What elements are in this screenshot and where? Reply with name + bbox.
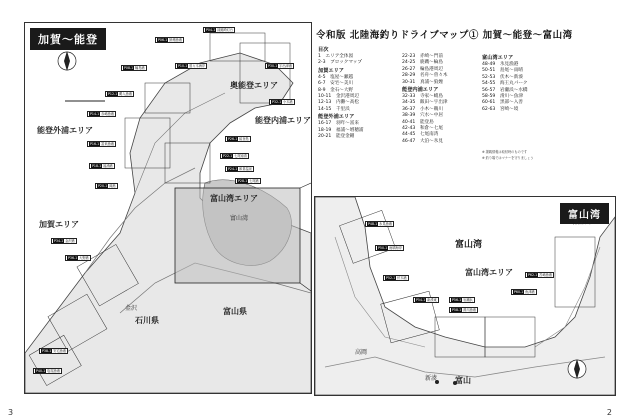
toc-row: 62-63 宮崎〜境 xyxy=(482,106,519,112)
spot-label: P58-1 滑川漁港 xyxy=(449,307,478,313)
toc-row: 58-59 滑川〜魚津 xyxy=(482,94,523,100)
toc-row: 30-31 真浦〜狼煙 xyxy=(402,79,443,85)
toc-row: 24-25 鹿磯〜輪島 xyxy=(402,60,443,66)
toc-row: 16-17 羽咋〜富来 xyxy=(318,121,359,127)
toc-row: 42-43 和倉〜七尾 xyxy=(402,126,443,132)
toc-row: 34-35 飯田〜宇出津 xyxy=(402,100,448,106)
spot-label: P56-1 岩瀬浜 xyxy=(449,297,475,303)
toc-row: 32-33 寺家〜蛸島 xyxy=(402,94,443,100)
toc-section-heading: 能登内浦エリア xyxy=(402,87,439,94)
note: ※ 掲載情報は取材時のものです xyxy=(482,150,528,154)
spot-label: P48-1 氷見漁港 xyxy=(365,221,394,227)
toc-section-heading: 能登外浦エリア xyxy=(318,114,355,121)
toc-row: 40-41 能登島 xyxy=(402,119,434,125)
toc-row: 50-51 島尾〜雨晴 xyxy=(482,68,523,74)
spot-label: P38-1 安宅漁港 xyxy=(39,348,68,354)
toc-row: 6-7 安宅〜美川 xyxy=(318,81,354,87)
toyama-bay-map xyxy=(314,196,616,396)
label-ishikawa: 石川県 xyxy=(135,316,159,325)
toc-section-heading: 富山湾エリア xyxy=(482,55,514,61)
label-kaga: 加賀エリア xyxy=(39,220,79,229)
label-toyama-bay: 富山湾 xyxy=(230,215,249,222)
label-toyama-area: 富山湾エリア xyxy=(210,194,258,203)
toc-row: 18-19 福浦〜増穂浦 xyxy=(318,127,364,133)
spot-label: P22-1 七尾南湾 xyxy=(220,153,249,159)
toc-column-3 xyxy=(482,54,528,113)
spot-label: P52-1 伏木港 xyxy=(383,275,409,281)
toc-row: 52-53 伏木〜新湊 xyxy=(482,74,523,80)
left-page-title: 加賀〜能登 xyxy=(30,28,106,50)
spot-label: P30-1 宇出津港 xyxy=(265,63,294,69)
spot-label: P26-1 能登島 xyxy=(225,136,251,142)
toc-row: 54-55 海王丸パーク xyxy=(482,81,528,87)
toc-row: 26-27 輪島港周辺 xyxy=(402,66,443,72)
spot-label: P10-1 曽々木海岸 xyxy=(175,63,207,69)
spot-label: P60-1 魚津港 xyxy=(511,289,537,295)
toc-title: 令和版 北陸海釣りドライブマップ① 加賀〜能登〜富山湾 xyxy=(316,30,573,41)
right-map-title: 富山湾 xyxy=(560,203,609,224)
toc-column-2 xyxy=(402,54,448,145)
toc-row: 2-3 ブロックマップ xyxy=(318,60,362,66)
label-toyama-city: 富山 xyxy=(455,376,471,385)
toc-row: 22-23 赤崎〜門前 xyxy=(402,54,443,59)
spot-label: P04-1 禄剛埼灯台 xyxy=(203,27,235,33)
toc-row: 56-57 岩瀬浜〜水橋 xyxy=(482,87,528,93)
toc-row: 10-11 金沢港周辺 xyxy=(318,94,359,100)
spot-label: P54-1 新湊東 xyxy=(413,297,439,303)
toc-row: 4-5 塩屋〜瀬越 xyxy=(318,74,354,80)
label-toyama-pref: 富山県 xyxy=(223,307,247,316)
spot-label: P36-1 大野港 xyxy=(65,255,91,261)
label-kanazawa: 金沢 xyxy=(125,305,138,312)
page-number-right: 2 xyxy=(606,408,612,417)
spot-label: P08-1 輪島港 xyxy=(121,65,147,71)
toc-row: 46-47 大泊〜氷見 xyxy=(402,138,443,144)
page-number-left: 3 xyxy=(8,408,14,417)
toc-row: 20-21 能登金剛 xyxy=(318,134,355,140)
toc-row: 12-13 内灘〜高松 xyxy=(318,100,359,106)
toc-row: 38-39 穴水〜中居 xyxy=(402,113,443,119)
spot-label: P32-1 小木港 xyxy=(269,99,295,105)
label-kurobe: 黒部川 xyxy=(573,219,592,226)
toc-row: 60-61 黒部〜入善 xyxy=(482,100,523,106)
spot-label: P14-1 赤崎漁港 xyxy=(87,111,116,117)
label-noto-inner: 能登内浦エリア xyxy=(255,116,311,125)
toyama-bay-map-art xyxy=(315,197,615,395)
label-noto-outer: 能登外浦エリア xyxy=(37,126,93,135)
right-page xyxy=(310,0,620,420)
spot-label: P20-1 滝港 xyxy=(95,183,118,189)
spot-label: P50-1 雨晴海岸 xyxy=(375,245,404,251)
spot-label: P12-1 鵜入漁港 xyxy=(105,91,134,97)
note: ※ 釣り場ではマナーを守りましょう xyxy=(482,156,534,160)
toc-column-1 xyxy=(318,46,364,140)
spot-label: P18-1 福浦港 xyxy=(89,163,115,169)
toc-row: 14-15 千里浜 xyxy=(318,106,350,112)
label-toyama-area-right: 富山湾エリア xyxy=(465,268,513,277)
spot-label: P06-1 狼煙漁港 xyxy=(155,37,184,43)
spot-label: P24-1 和倉温泉 xyxy=(225,166,254,172)
spot-label: P62-1 宮崎漁港 xyxy=(525,272,554,278)
toc-row: 36-37 小木〜鵜川 xyxy=(402,106,443,112)
toc-row: 1 エリア全体図 xyxy=(318,54,354,59)
spot-label: P16-1 富来漁港 xyxy=(87,141,116,147)
overview-map-art xyxy=(25,23,311,393)
toc-row: 8-9 金石〜大野 xyxy=(318,87,354,93)
label-toyama-bay-right: 富山湾 xyxy=(455,240,483,250)
toc-section-heading: 加賀エリア xyxy=(318,67,344,74)
label-shinminato: 新湊 xyxy=(425,375,438,382)
toc-row: 48-49 氷見漁港 xyxy=(482,62,519,67)
toc-heading: 目次 xyxy=(318,47,329,53)
toc-row: 28-29 名舟〜曽々木 xyxy=(402,73,448,79)
label-okunoto: 奥能登エリア xyxy=(230,81,278,90)
toc-row: 44-45 七尾南湾 xyxy=(402,132,439,138)
spot-label: P40-1 塩屋漁港 xyxy=(33,368,62,374)
spot-label: P34-1 金沢港 xyxy=(51,238,77,244)
spot-label: P28-1 七尾港 xyxy=(235,178,261,184)
label-takaoka: 高岡 xyxy=(355,349,368,356)
overview-map xyxy=(24,22,312,394)
